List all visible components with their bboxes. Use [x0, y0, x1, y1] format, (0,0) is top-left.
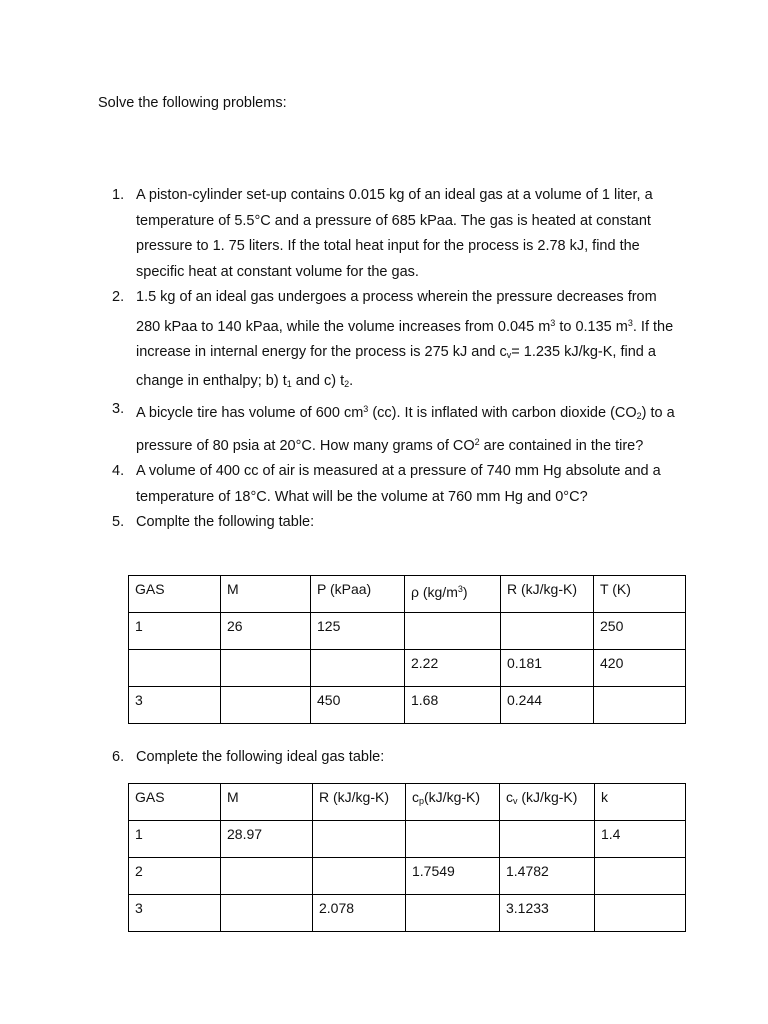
problem-number: 2.: [112, 289, 125, 305]
text-part: = 1.235 kJ/kg-K, find a change in enthalpy; b) t: [136, 344, 656, 389]
table-cell: 250: [594, 613, 686, 650]
table-cell: 1.4: [595, 821, 686, 858]
text-part: .: [349, 372, 354, 389]
superscript: 2: [474, 436, 480, 447]
problem-text: [136, 405, 675, 454]
superscript: 3: [550, 317, 556, 328]
header-cell: [405, 576, 501, 613]
header-cell: R (kJ/kg-K): [501, 576, 594, 613]
table-cell: 26: [221, 613, 311, 650]
header-text: ρ (kg/m: [411, 584, 458, 600]
table-cell: [313, 821, 406, 858]
table-cell: [405, 613, 501, 650]
text-part: and c) t: [291, 372, 345, 389]
table-cell: 1.68: [405, 687, 501, 724]
header-text: ): [462, 584, 468, 600]
table-cell: 2.078: [313, 895, 406, 932]
header-cell: M: [221, 784, 313, 821]
problem-number: 4.: [112, 463, 125, 479]
subscript: p: [419, 796, 425, 806]
table-cell: [221, 858, 313, 895]
header-cell: k: [595, 784, 686, 821]
problem-number: 3.: [112, 401, 125, 417]
text-part: ) to a pressure of 80 psia at 20°C. How many grams of CO: [136, 405, 675, 454]
table-cell: 2: [129, 858, 221, 895]
problem-text: Complte the following table:: [136, 514, 315, 530]
problem-4: [112, 459, 682, 510]
header-cell: M: [221, 576, 311, 613]
table-cell: [221, 687, 311, 724]
subscript: v: [506, 350, 512, 360]
text-part: . If the increase in internal energy for the process is 275 kJ and c: [136, 318, 674, 360]
table-cell: [221, 650, 311, 687]
table-cell: [129, 650, 221, 687]
problem-text: A volume of 400 cc of air is measured at a pressure of 740 mm Hg absolute and a temperature of 18°C. What will be the volume at 760 mm Hg and 0°C?: [136, 463, 661, 505]
table-cell: 0.181: [501, 650, 594, 687]
table-cell: 125: [311, 613, 405, 650]
text-part: are contained in the tire?: [479, 437, 644, 454]
table-cell: [313, 858, 406, 895]
table-cell: 0.244: [501, 687, 594, 724]
problem-number: 1.: [112, 187, 125, 203]
table-cell: 1: [129, 613, 221, 650]
problem-5: [112, 510, 682, 536]
text-part: to 0.135 m: [555, 318, 628, 335]
problem-number: 5.: [112, 514, 125, 530]
table-cell: 3: [129, 687, 221, 724]
table-row: [129, 687, 686, 724]
table-row: [129, 613, 686, 650]
problem-list: [112, 183, 682, 536]
text-part: 1.5 kg of an ideal gas undergoes a process wherein the pressure decreases from 280 kPaa to 140 kPaa, while the volume increases from 0.045 m: [136, 289, 657, 335]
table-row: [129, 650, 686, 687]
table-cell: 450: [311, 687, 405, 724]
problem-text: A piston-cylinder set-up contains 0.015 kg of an ideal gas at a volume of 1 liter, a temperature of 5.5°C and a pressure of 685 kPaa. The gas is heated at constant pressure to 1. 75 liters. If the total heat input for the process is 2.78 kJ, find the specific heat at constant volume for the gas.: [136, 187, 653, 280]
subscript: v: [513, 796, 518, 806]
superscript: 3: [363, 404, 369, 414]
table-header-row: [129, 784, 686, 821]
table-cell: [595, 895, 686, 932]
header-cell: GAS: [129, 784, 221, 821]
table-row: [129, 895, 686, 932]
problem-6: [112, 745, 706, 771]
text-part: (cc). It is inflated with carbon dioxide (CO: [368, 405, 637, 421]
problem-2: [112, 285, 682, 397]
header-cell: [500, 784, 595, 821]
table-cell: 28.97: [221, 821, 313, 858]
problem-1: [112, 183, 682, 285]
table-cell: 3: [129, 895, 221, 932]
header-text: c: [506, 789, 513, 805]
problem-3: [112, 397, 682, 459]
table-cell: [501, 613, 594, 650]
header-text: c: [412, 789, 419, 805]
table-cell: 420: [594, 650, 686, 687]
table-cell: [406, 895, 500, 932]
table-cell: [595, 858, 686, 895]
subscript: 1: [286, 378, 292, 389]
header-cell: P (kPaa): [311, 576, 405, 613]
problem-text: [136, 289, 673, 389]
superscript: 3: [457, 584, 463, 594]
header-text: (kJ/kg-K): [424, 789, 481, 805]
header-cell: [406, 784, 500, 821]
ideal-gas-table-6: [128, 783, 686, 932]
table-cell: [594, 687, 686, 724]
text-part: A bicycle tire has volume of 600 cm: [136, 405, 364, 421]
table-row: [129, 821, 686, 858]
table-cell: [500, 821, 595, 858]
table-row: [129, 858, 686, 895]
subscript: 2: [344, 378, 350, 389]
table-cell: 3.1233: [500, 895, 595, 932]
problem-number: 6.: [112, 749, 125, 765]
table-cell: 1: [129, 821, 221, 858]
table-cell: 2.22: [405, 650, 501, 687]
subscript: 2: [636, 411, 642, 421]
gas-table-5: [128, 575, 686, 724]
table-cell: [311, 650, 405, 687]
table-cell: 1.4782: [500, 858, 595, 895]
superscript: 3: [627, 317, 633, 328]
header-text: (kJ/kg-K): [517, 789, 578, 805]
header-cell: GAS: [129, 576, 221, 613]
header-cell: R (kJ/kg-K): [313, 784, 406, 821]
page-heading: Solve the following problems:: [98, 95, 287, 111]
problem-text: Complete the following ideal gas table:: [136, 749, 385, 765]
table-cell: [221, 895, 313, 932]
header-cell: T (K): [594, 576, 686, 613]
table-cell: [406, 821, 500, 858]
table-header-row: [129, 576, 686, 613]
table-cell: 1.7549: [406, 858, 500, 895]
